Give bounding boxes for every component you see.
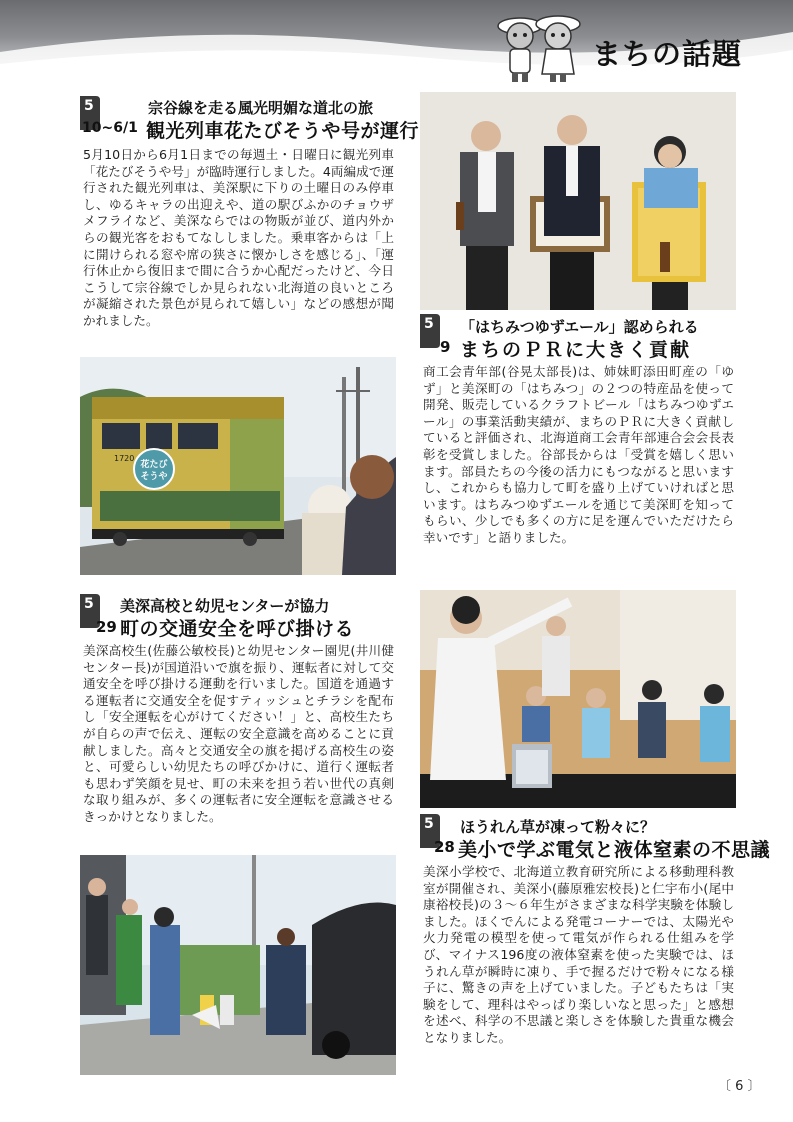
article-kicker: 「はちみつゆずエール」認められる [460,318,699,336]
traffic-safety-photo [80,855,396,1075]
article-headline: まちのＰＲに大きく貢献 [460,339,692,361]
date-day: 10~6/1 [82,120,138,136]
article-heading-train [80,96,420,142]
train-photo [80,357,396,575]
page-header [0,0,793,92]
article-headline: 美小で学ぶ電気と液体窒素の不思議 [458,839,771,861]
svg-text:1720: 1720 [114,454,135,463]
article-heading-science [420,814,771,861]
article-body-safety: 美深高校生(佐藤公敏校長)と幼児センター園児(井川健センター長)が国道沿いで旗を振り、運転者に対して交通安全を呼び掛ける運動を行いました。国道を通過する運転者に交通安全を促すティッシュとチラシを配布し「安全運転を心がけてください！」と、高校生たちが自らの声で伝え、運転の安全意識を高めることに貢献しました。高々と交通安全の旗を掲げる高校生の姿と、可愛らしい幼児たちの呼びかけに、道行く運転者も思わず笑顔を見せ、町の未来を担う若い世代の真剣な取り組みが、多くの運転者に安全運転を意識させるきっかけとなりました。 [83,643,394,824]
article-headline: 町の交通安全を呼び掛ける [120,618,355,640]
article-kicker: 宗谷線を走る風光明媚な道北の旅 [148,99,374,117]
date-month: 5 [424,316,434,332]
article-body-train: 5月10日から6月1日までの毎週土・日曜日に観光列車「花たびそうや号」が臨時運行しました。4両編成で運行された観光列車は、美深駅に下りの土曜日のみ停車し、ゆるキャラの出迎えや、道の駅びふかのチョウザメフライなど、美深ならではの物販が並び、道内外からの観光客をおもてなししました。乗車客からは「上に開けられる窓や席の狭さに懐かしさを感じる」、「運行休止から復旧まで間に合うか心配だったけど、今日こうして宗谷線でしか見られない北海道の良いところが凝縮された景色が見られて嬉しい」などの感想が聞かれました。 [83,147,394,328]
mascot-characters-icon [494,6,586,84]
date-month: 5 [84,596,94,612]
date-month: 5 [84,98,94,114]
article-kicker: 美深高校と幼児センターが協力 [120,597,330,615]
article-body-science: 美深小学校で、北海道立教育研究所による移動理科教室が開催され、美深小(藤原雅宏校長)と仁宇布小(尾中康裕校長)の３～６年生がさまざまな科学実験を体験しました。ほくでんによる発電コーナーでは、太陽光や火力発電の模型を使って電気が作られる仕組みを学び、マイナス196度の液体窒素を使った実験では、ほうれん草が瞬時に凍り、手で握るだけで粉々になる様子に、驚きの声を上げていました。子どもたちは「実験をして、理科はやっぱり楽しいなと思った」と感想を述べ、科学の不思議と楽しさを体験した貴重な機会となりました。 [423,864,734,1045]
article-body-beer: 商工会青年部(谷晃太部長)は、姉妹町添田町産の「ゆず」と美深町の「はちみつ」の２つの特産品を使って開発、販売しているクラフトビール「はちみつゆずエール」の事業活動実績が、まちのＰＲに大きく貢献していると評価され、北海道商工会青年部連合会会長表彰を受賞しました。谷部長からは「受賞を嬉しく思います。部員たちの今後の活力にもつながると思いますし、これからも協力して町を盛り上げていければと思います。はちみつゆずエールを通じて美深町を知ってもらい、少しでも多くの方に足を運んでいただけたら幸いです」と語りました。 [423,364,734,545]
svg-text:そうや: そうや [140,472,168,482]
date-day: 29 [96,618,117,636]
svg-text:花たび: 花たび [140,460,168,470]
page-number: 〔 6 〕 [718,1079,761,1094]
date-month: 5 [424,816,434,832]
section-title: まちの話題 [592,37,743,71]
article-headline: 観光列車花たびそうや号が運行 [146,120,420,142]
award-photo [420,92,736,310]
article-kicker: ほうれん草が凍って粉々に？ [460,818,656,836]
date-day: 9 [440,338,451,356]
article-heading-safety [80,594,400,638]
date-day: 28 [434,838,455,856]
article-heading-beer [420,314,740,360]
science-class-photo [420,590,736,808]
